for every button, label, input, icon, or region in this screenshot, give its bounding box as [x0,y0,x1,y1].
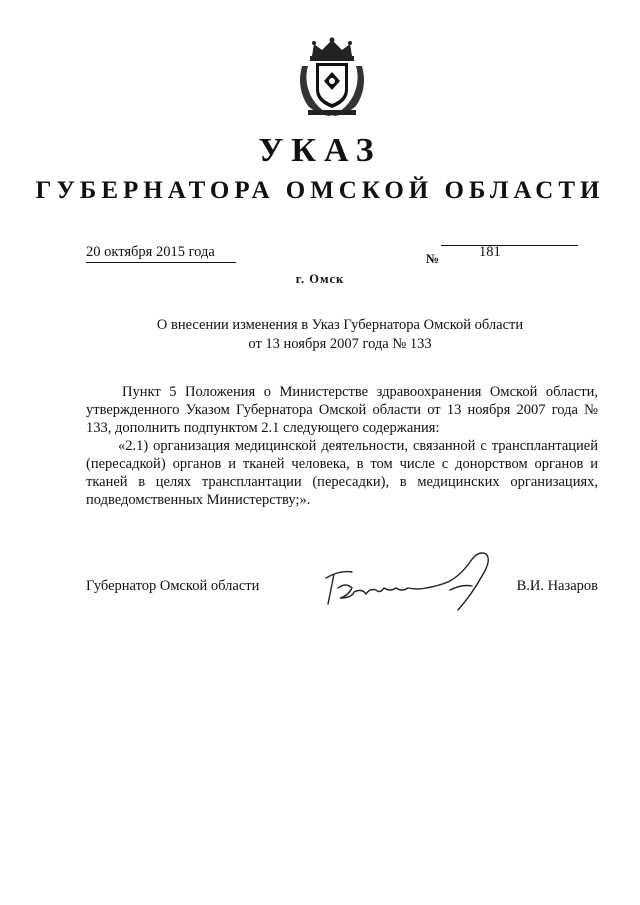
body-paragraph: «2.1) организация медицинской деятельности, связанной с трансплантацией (пересадкой) органов и тканей человека, в том числе с донорством органов и тканей в целях трансплантации (пересадки), в медицинских организациях, подведомственных Министерству;». [86,438,598,508]
decree-number-field [441,244,578,260]
document-title: УКАЗ [258,132,382,169]
body-paragraph: Пункт 5 Положения о Министерстве здравоохранения Омской области, утвержденного Указом Губернатора Омской области от 13 ноября 2007 года № 133, дополнить подпунктом 2.1 следующего содержания: [86,384,598,436]
decree-subject [0,316,640,354]
signatory-name: В.И. Назаров [516,578,598,594]
decree-date: 20 октября 2015 года [86,244,236,263]
coat-of-arms-icon [294,36,370,118]
decree-body [86,383,598,509]
decree-number: 181 [479,244,501,260]
subject-line-1: О внесении изменения в Указ Губернатора Омской области [156,317,524,333]
handwritten-signature [322,548,500,618]
signatory-position: Губернатор Омской области [86,578,260,594]
subject-line-2: от 13 ноября 2007 года № 133 [248,336,432,352]
number-sign: № [426,251,440,266]
city: г. Омск [295,272,345,286]
document-subtitle: ГУБЕРНАТОРА ОМСКОЙ ОБЛАСТИ [35,177,605,204]
